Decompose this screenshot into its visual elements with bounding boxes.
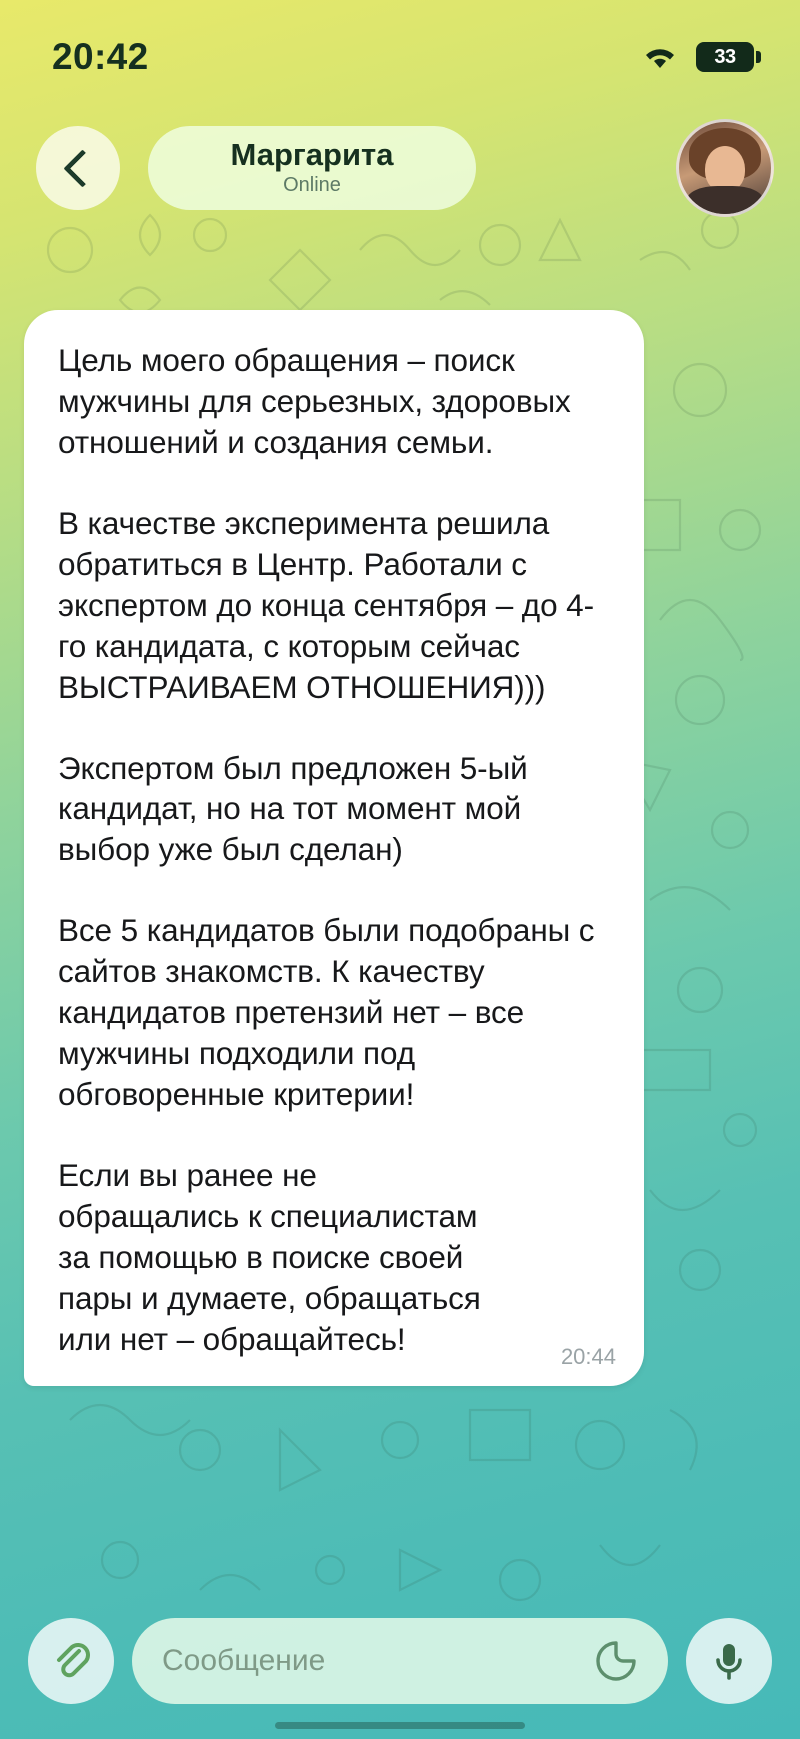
- home-indicator: [275, 1722, 525, 1729]
- status-time: 20:42: [52, 36, 149, 77]
- message-paragraph: Экспертом был предложен 5-ый кандидат, но на тот момент мой выбор уже был сделан): [58, 749, 528, 868]
- back-button[interactable]: [36, 126, 120, 210]
- sticker-icon[interactable]: [594, 1639, 638, 1683]
- avatar[interactable]: [676, 119, 774, 217]
- page-title: Маргарита: [230, 136, 394, 172]
- message-paragraph: Все 5 кандидатов были подобраны с сайтов знакомств. К качеству кандидатов претензий нет – все мужчины подходили под обговоренные критерии!: [58, 912, 595, 1113]
- message-list: [0, 218, 800, 1386]
- chat-header: [0, 108, 800, 218]
- paperclip-icon: [48, 1638, 94, 1684]
- attach-button[interactable]: [28, 1618, 114, 1704]
- message-input[interactable]: [132, 1618, 668, 1704]
- voice-record-button[interactable]: [686, 1618, 772, 1704]
- message-bubble[interactable]: [24, 310, 644, 1386]
- chevron-left-icon: [63, 149, 101, 187]
- wifi-icon: [640, 42, 680, 72]
- chat-title-pill[interactable]: [148, 126, 476, 210]
- message-input-placeholder: Сообщение: [162, 1644, 326, 1677]
- status-bar: [0, 0, 800, 108]
- battery-level: 33: [714, 45, 736, 68]
- microphone-icon: [708, 1638, 750, 1684]
- message-paragraph: Цель моего обращения – поиск мужчины для серьезных, здоровых отношений и создания семьи.: [58, 342, 571, 460]
- avatar-body: [687, 186, 763, 217]
- message-paragraph: Если вы ранее не обращались к специалистам за помощью в поиске своей пары и думаете, обращаться или нет – обращайтесь!: [58, 1157, 481, 1357]
- presence-status: Online: [283, 174, 341, 197]
- battery-icon: [696, 42, 754, 72]
- message-timestamp: 20:44: [560, 1343, 616, 1369]
- status-icons: [640, 42, 754, 72]
- message-paragraph: В качестве эксперимента решила обратиться в Центр. Работали с экспертом до конца сентября – до 4-го кандидата, с которым сейчас ВЫСТРАИВАЕМ ОТНОШЕНИЯ))): [58, 504, 594, 705]
- message-composer: [0, 1609, 800, 1713]
